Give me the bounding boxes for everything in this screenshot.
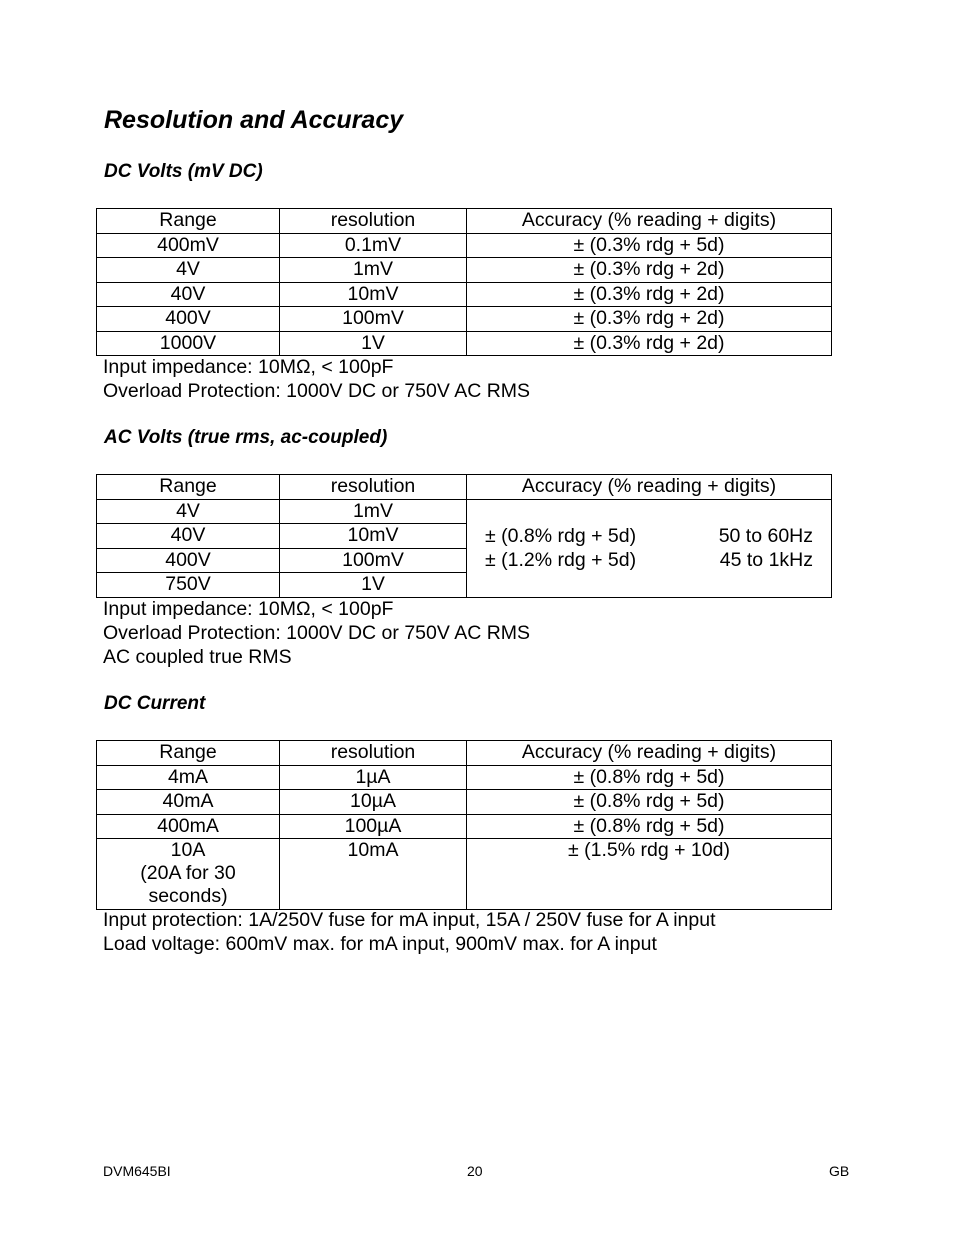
cell-range: 400mA <box>97 814 280 839</box>
ac-accuracy-frequency: 45 to 1kHz <box>719 549 813 571</box>
page-title: Resolution and Accuracy <box>104 106 404 134</box>
range-line: (20A for 30 <box>140 862 236 884</box>
cell-range: 400mV <box>97 233 280 258</box>
cell-resolution: 10mA <box>280 839 467 910</box>
ac-accuracy-line <box>467 524 831 548</box>
cell-resolution: 10µA <box>280 790 467 815</box>
ac-volts-table <box>96 474 832 598</box>
ac-volts-title: AC Volts (true rms, ac-coupled) <box>104 427 388 448</box>
ac-accuracy-frequency: 50 to 60Hz <box>718 525 813 547</box>
table-header-row <box>97 475 832 500</box>
cell-resolution: 100µA <box>280 814 467 839</box>
dc-volts-notes <box>103 355 530 403</box>
cell-resolution: 10mV <box>280 282 467 307</box>
table-row <box>97 790 832 815</box>
cell-range: 400V <box>97 548 280 573</box>
table-header-row <box>97 209 832 234</box>
cell-resolution: 1mV <box>280 258 467 283</box>
table-row <box>97 839 832 910</box>
header-range: Range <box>97 475 280 500</box>
header-resolution: resolution <box>280 209 467 234</box>
cell-accuracy: ± (0.3% rdg + 2d) <box>467 307 832 332</box>
footer-model: DVM645BI <box>103 1163 171 1179</box>
table-row <box>97 233 832 258</box>
range-line: 10A <box>170 839 206 861</box>
cell-range <box>97 839 280 910</box>
note-line: Input protection: 1A/250V fuse for mA input, 15A / 250V fuse for A input <box>103 909 716 931</box>
cell-accuracy: ± (0.8% rdg + 5d) <box>467 765 832 790</box>
range-line: seconds) <box>148 885 228 907</box>
dc-current-title: DC Current <box>104 693 206 714</box>
cell-resolution: 1µA <box>280 765 467 790</box>
header-resolution: resolution <box>280 475 467 500</box>
ac-accuracy-value: ± (1.2% rdg + 5d) <box>485 549 637 571</box>
cell-accuracy: ± (0.8% rdg + 5d) <box>467 814 832 839</box>
cell-range: 4mA <box>97 765 280 790</box>
table-row <box>97 258 832 283</box>
table-row <box>97 282 832 307</box>
note-line: Input impedance: 10MΩ, < 100pF <box>103 356 394 378</box>
table-row <box>97 331 832 356</box>
header-range: Range <box>97 209 280 234</box>
dc-volts-title: DC Volts (mV DC) <box>104 161 263 182</box>
cell-range: 4V <box>97 499 280 524</box>
header-resolution: resolution <box>280 741 467 766</box>
footer-page-number: 20 <box>467 1163 483 1179</box>
dc-volts-table <box>96 208 832 356</box>
header-accuracy: Accuracy (% reading + digits) <box>467 209 832 234</box>
cell-accuracy: ± (0.3% rdg + 2d) <box>467 282 832 307</box>
cell-resolution: 1mV <box>280 499 467 524</box>
note-line: Overload Protection: 1000V DC or 750V AC RMS <box>103 622 531 644</box>
note-line: AC coupled true RMS <box>103 646 292 668</box>
table-row <box>97 765 832 790</box>
table-row <box>97 307 832 332</box>
header-range: Range <box>97 741 280 766</box>
cell-range: 4V <box>97 258 280 283</box>
cell-resolution: 0.1mV <box>280 233 467 258</box>
cell-range: 400V <box>97 307 280 332</box>
cell-range: 40V <box>97 524 280 549</box>
note-line: Input impedance: 10MΩ, < 100pF <box>103 598 394 620</box>
cell-range: 40V <box>97 282 280 307</box>
cell-resolution: 100mV <box>280 307 467 332</box>
cell-accuracy: ± (0.3% rdg + 5d) <box>467 233 832 258</box>
table-header-row <box>97 741 832 766</box>
cell-range: 750V <box>97 573 280 598</box>
note-line: Load voltage: 600mV max. for mA input, 900mV max. for A input <box>103 933 657 955</box>
ac-accuracy-value: ± (0.8% rdg + 5d) <box>485 525 637 547</box>
footer-language: GB <box>829 1163 850 1179</box>
ac-accuracy-cell <box>467 499 832 597</box>
table-row <box>97 499 832 524</box>
cell-accuracy: ± (1.5% rdg + 10d) <box>467 839 832 910</box>
cell-accuracy: ± (0.3% rdg + 2d) <box>467 258 832 283</box>
cell-accuracy: ± (0.8% rdg + 5d) <box>467 790 832 815</box>
dc-current-notes <box>103 908 716 956</box>
cell-range: 1000V <box>97 331 280 356</box>
ac-volts-notes <box>103 597 530 669</box>
cell-resolution: 10mV <box>280 524 467 549</box>
table-row <box>97 814 832 839</box>
cell-resolution: 1V <box>280 573 467 598</box>
header-accuracy: Accuracy (% reading + digits) <box>467 475 832 500</box>
cell-accuracy: ± (0.3% rdg + 2d) <box>467 331 832 356</box>
cell-resolution: 100mV <box>280 548 467 573</box>
note-line: Overload Protection: 1000V DC or 750V AC RMS <box>103 380 531 402</box>
ac-accuracy-line <box>467 548 831 572</box>
cell-resolution: 1V <box>280 331 467 356</box>
dc-current-table <box>96 740 832 910</box>
cell-range: 40mA <box>97 790 280 815</box>
header-accuracy: Accuracy (% reading + digits) <box>467 741 832 766</box>
